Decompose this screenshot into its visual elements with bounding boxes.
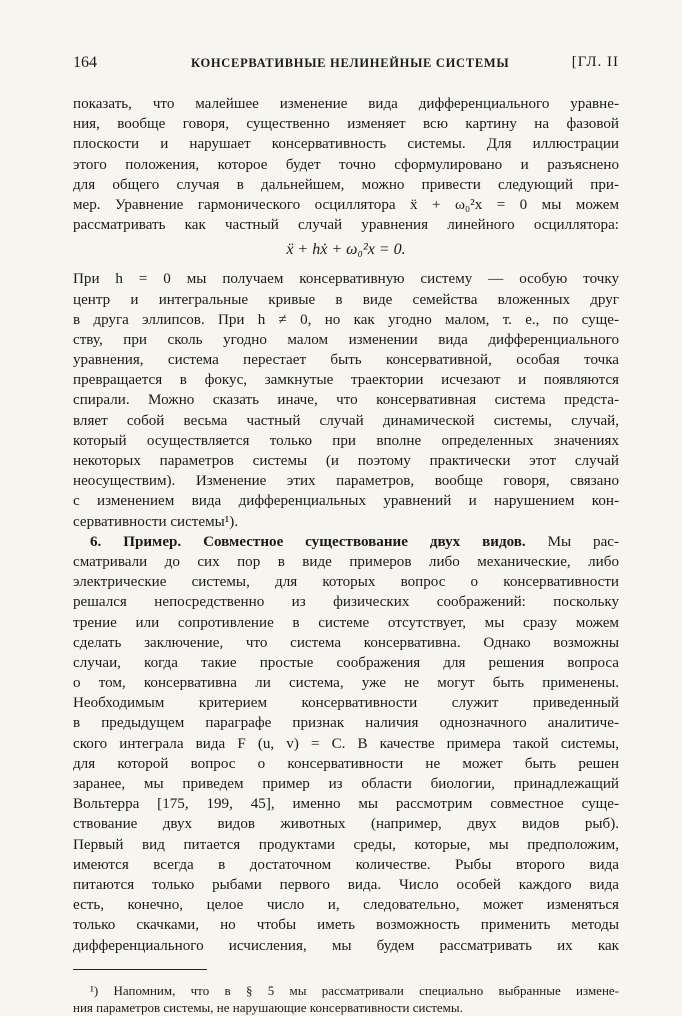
text-line: плоскости и нарушает консервативность системы. Для иллюстрации (73, 136, 619, 153)
text-line: сделать заключение, что система консервативна. Однако возможны (73, 634, 619, 651)
text-line: ствование двух видов животных (например, двух видов рыб). (73, 816, 619, 833)
text-line: электрические системы, для которых вопрос о консервативности (73, 574, 619, 591)
text-line: о том, консервативна ли система, уже не могут быть применены. (73, 675, 619, 692)
footnote-line: ¹) Напомним, что в § 5 мы рассматривали специально выбранные измене- (90, 982, 619, 998)
text-line: с изменением вида дифференциальных уравнений и нарушением кон- (73, 493, 619, 510)
text-line: центр и интегральные кривые в виде семейства вложенных друг (73, 291, 619, 308)
text-line: рассматривать как частный случай уравнения линейного осциллятора: (73, 217, 619, 234)
text-line: трение или сопротивление в системе отсутствует, мы сразу можем (73, 614, 619, 631)
section-6 (73, 532, 619, 956)
text-line: спирали. Можно сказать иначе, что консервативная система предста- (73, 392, 619, 409)
text-line: неосуществим). Изменение этих параметров, вообще говоря, связано (73, 473, 619, 490)
section-first-line (73, 532, 619, 552)
text-line: в друга эллипсов. При h ≠ 0, но как угодно малом, т. е., по суще- (73, 311, 619, 328)
text-line: дифференциального исчисления, мы будем рассматривать их как (73, 937, 619, 954)
text-line: есть, конечно, целое число и, следовательно, может изменяться (73, 897, 619, 914)
oscillator-equation: ẍ + hẋ + ω₀²x = 0. (286, 241, 406, 259)
text-line: ского интеграла вида F (u, v) = C. В качестве примера такой системы, (73, 735, 619, 752)
page-body (73, 94, 619, 1016)
text-line: сматривали до сих пор в виде примеров либо механические, либо (73, 553, 619, 570)
text-line: случаи, когда такие простые соображения для решения вопроса (73, 654, 619, 671)
text-line: для общего случая в дальнейшем, можно привести следующий при- (73, 176, 619, 193)
text-line: показать, что малейшее изменение вида дифференциального уравне- (73, 96, 619, 112)
footnote-divider (73, 969, 207, 970)
text-line: При h = 0 мы получаем консервативную систему — особую точку (73, 271, 619, 288)
text-line: только скачками, но чтобы иметь возможность применить методы (73, 917, 619, 934)
footnote-line: ния параметров системы, не нарушающие консервативности системы. (73, 999, 463, 1015)
text-line: этого положения, которое будет точно сформулировано и разъяснено (73, 156, 619, 173)
book-page (73, 54, 619, 1016)
text-line: Вольтерра [175, 199, 45], именно мы рассмотрим совместное суще- (73, 796, 619, 813)
running-title: КОНСЕРВАТИВНЫЕ НЕЛИНЕЙНЫЕ СИСТЕМЫ (191, 56, 510, 70)
section-heading: 6. Пример. Совместное существование двух видов. (90, 533, 526, 550)
text-line: ния, вообще говоря, существенно изменяет всю картину на фазовой (73, 116, 619, 133)
text-line: превращается в фокус, замкнутые траектории исчезают и появляются (73, 372, 619, 389)
text-line: решался непосредственно из физических соображений: поскольку (73, 594, 619, 611)
text-line: мер. Уравнение гармонического осциллятора ẍ + ω₀²x = 0 мы можем (73, 196, 619, 213)
page-header (73, 54, 619, 80)
text-line: питаются только рыбами первого вида. Число особей каждого вида (73, 876, 619, 893)
text-line: в предыдущем параграфе признак наличия однозначного аналитиче- (73, 715, 619, 732)
text-line: некоторых параметров системы (и поэтому практически этот случай (73, 453, 619, 469)
chapter-marker: [ГЛ. II (571, 54, 619, 70)
text-line: Первый вид питается продуктами среды, которые, мы предположим, (73, 836, 619, 853)
footnote (73, 982, 619, 1016)
text-line: который осуществляется только при вполне определенных значениях (73, 432, 619, 449)
text-line: Необходимым критерием консервативности служит приведенный (73, 695, 619, 712)
paragraph-1 (73, 94, 619, 235)
text-line: уравнения, система перестает быть консервативной, особая точка (73, 352, 619, 369)
text-line: заранее, мы приведем пример из области биологии, принадлежащий (73, 776, 619, 792)
text-line: для которой вопрос о консервативности не может быть решен (73, 755, 619, 772)
text-line: имеются всегда в достаточном количестве. Рыбы второго вида (73, 856, 619, 873)
paragraph-2 (73, 269, 619, 531)
text-line: вляет собой весьма частный случай динамической системы, случай, (73, 412, 619, 429)
page-number: 164 (73, 54, 97, 71)
section-first-line-rest: Мы рас- (547, 533, 620, 550)
text-line: ству, при сколь угодно малом изменении вида дифференциального (73, 331, 619, 348)
text-line: сервативности системы¹). (73, 513, 239, 530)
